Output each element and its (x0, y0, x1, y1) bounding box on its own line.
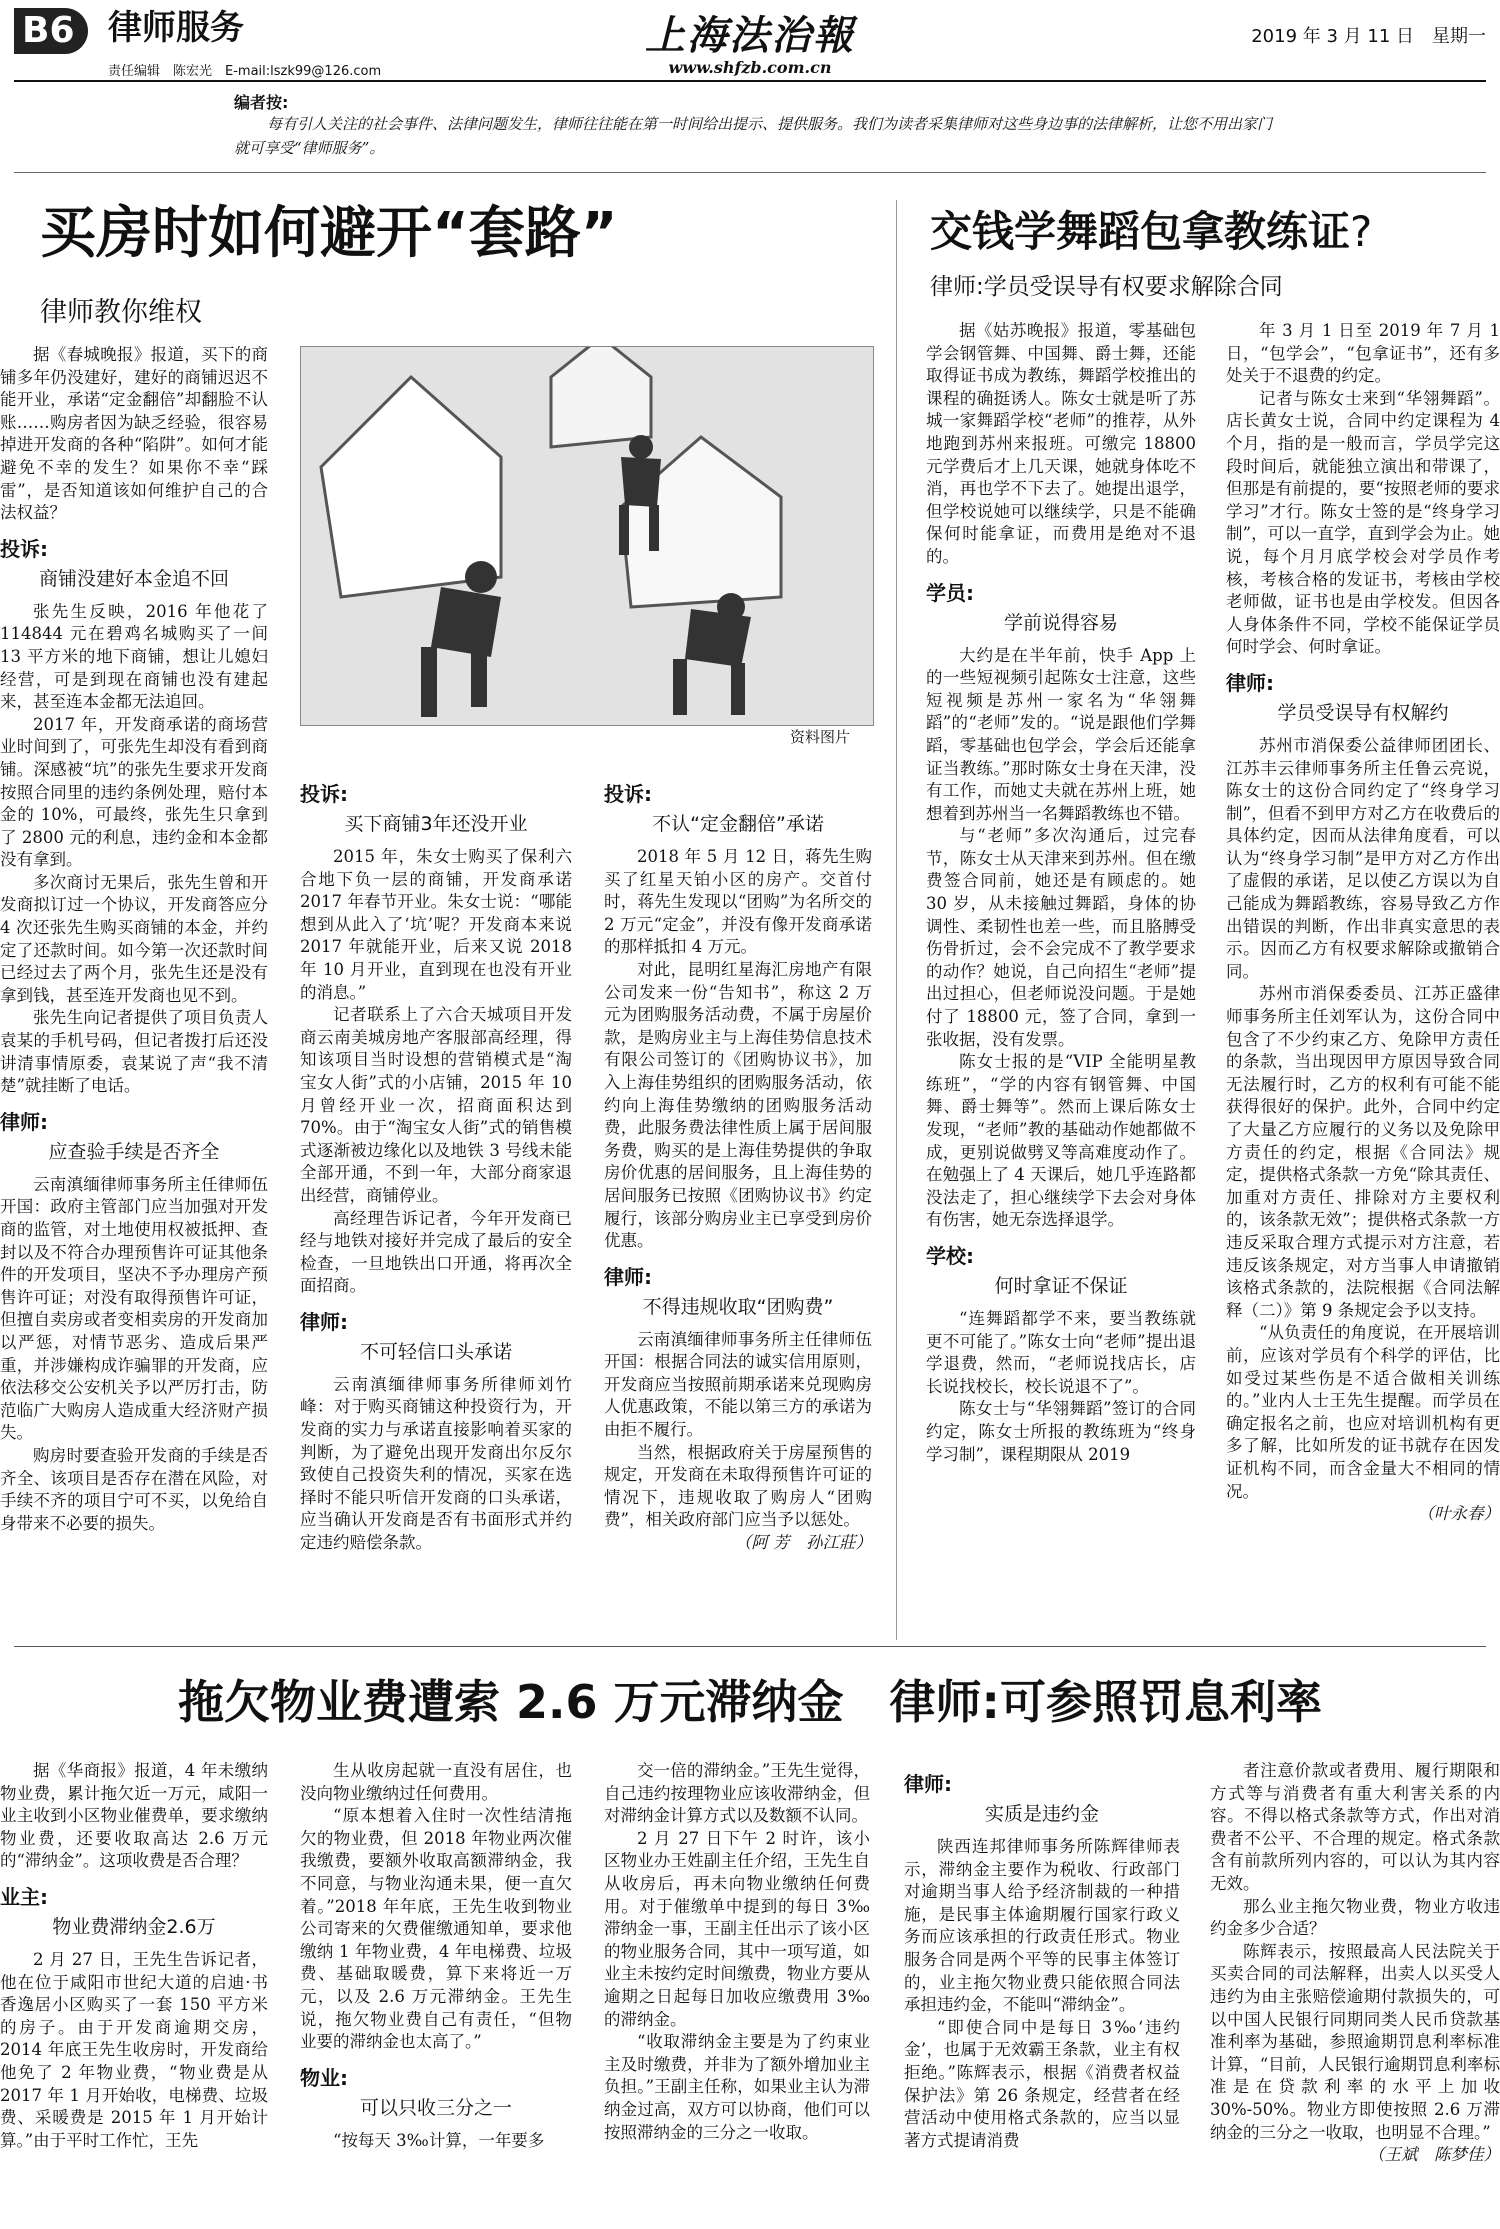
section-label: 律师: (904, 1772, 952, 1796)
paragraph: 交一倍的滞纳金。”王先生觉得，自己违约按理物业应该收滞纳金，但对滞纳金计算方式以及数额不认同。 (604, 1761, 870, 1826)
article2-title-text: 交钱学舞蹈包拿教练证 (930, 207, 1351, 256)
paragraph: 2015 年，朱女士购买了保利六合地下负一层的商铺，开发商承诺 2017 年春节开业。朱女士说：“哪能想到从此入了‘坑’呢？开发商本来说 2017 年就能开业，后来又说 2018 年 10 月开业，直到现在也没有开业的消息。” (300, 847, 572, 1002)
paragraph: “按每天 3‰计算，一年要多 (333, 2130, 545, 2150)
paragraph: 云南滇缅律师事务所主任律师伍开国：政府主管部门应当加强对开发商的监管，对土地使用权被抵押、查封以及不符合办理预售许可证其他条件的开发项目，坚决不予办理房产预售许可证；对没有取得预售许可证，但擅自卖房或者变相卖房的开发商加以严惩，对情节恶劣、造成后果严重，并涉嫌构成诈骗罪的开发商，应依法移交公安机关予以严厉打击，防范临广大购房人造成重大经济财产损失。 (0, 1174, 268, 1443)
section-label: 律师: (0, 1109, 48, 1134)
paragraph: “原本想着入住时一次性结清拖欠的物业费，但 2018 年物业两次催我缴费，要额外收取高额滞纳金，我不同意，与物业沟通未果，便一直欠着。”2018 年年底，王先生收到物业公司寄来的欠费催缴通知单，要求他缴纳 1 年物业费，4 年电梯费、垃圾费、基础取暖费，算下来将近一万元，以及 2.6 万元滞纳金。王先生说，拖欠物业费自己有责任，“但物业要的滞纳金也太高了。” (300, 1806, 572, 2052)
section-label: 业主: (0, 1884, 48, 1909)
paragraph: 购房时要查验开发商的手续是否齐全、该项目是否存在潜在风险，对手续不齐的项目宁可不买，以免给自身带来不必要的损失。 (0, 1445, 268, 1533)
paragraph: 陈女士报的是“VIP 全能明星教练班”，“学的内容有钢管舞、中国舞、爵士舞等”。然而上课后陈女士发现，“老师”教的基础动作她都做不成，更别说做劈叉等高难度动作了。在勉强上了 4 天课后，她几乎连路都没法走了，担心继续学下去会对身体有伤害，她无奈选择退学。 (926, 1052, 1196, 1230)
paragraph: 那么业主拖欠物业费，物业方收违约金多少合适？ (1210, 1896, 1500, 1939)
paragraph: 记者与陈女士来到“华翎舞蹈”。店长黄女士说，合同中约定课程为 4 个月，指的是一般而言，学员学完这段时间后，就能独立演出和带课了，但那是有前提的，要“按照老师的要求学习”才行。陈女士签的是“终身学习制”，可以一直学，直到学会为止。她说，每个月月底学校会对学员作考核，考核合格的发证书，考核由学校老师做，证书也是由学校发。但因各人身体条件不同，学校不能保证学员何时学会、何时拿证。 (1226, 388, 1500, 657)
paragraph: 陈女士与“华翎舞蹈”签订的合同约定，陈女士所报的教练班为“终身学习制”，课程期限从 2019 (926, 1399, 1196, 1464)
paragraph: 生从收房起就一直没有居住，也没向物业缴纳过任何费用。 (300, 1761, 572, 1803)
paragraph: 苏州市消保委公益律师团团长、江苏丰云律师事务所主任鲁云亮说，陈女士的这份合同约定了“终身学习制”，但看不到甲方对乙方在收费后的具体约定，因而从法律角度看，可以认为“终身学习制”是甲方对乙方作出了虚假的承诺，足以使乙方误以为自己能成为舞蹈教练，容易导致乙方作出错误的判断，作出非真实意思的表示。因而乙方有权要求解除或撤销合同。 (1226, 735, 1500, 981)
editor-note-label: 编者按: (234, 93, 289, 112)
column-divider (896, 200, 897, 1640)
section-heading: 实质是违约金 (984, 1803, 1099, 1825)
paragraph: 据《春城晚报》报道，买下的商铺多年仍没建好，建好的商铺迟迟不能开业，承诺“定金翻倍”却翻脸不认账……购房者因为缺乏经验，很容易掉进开发商的各种“陷阱”。如何才能避免不幸的发生？如果你不幸“踩雷”，是否知道该如何维护自己的合法权益？ (0, 345, 268, 523)
section-heading: 不认“定金翻倍”承诺 (652, 813, 824, 835)
paragraph: 陈辉表示，按照最高人民法院关于买卖合同的司法解释，出卖人以买受人违约为由主张赔偿逾期付款损失的，可以中国人民银行同期同类人民币贷款基准利率为基础，参照逾期罚息利率标准计算，“目前，人民银行逾期罚息利率标准是在贷款利率的水平上加收 30%-50%。物业方即使按照 2.6 万滞纳金的三分之一收取，也明显不合理。” (1210, 1941, 1500, 2142)
section-heading: 何时拿证不保证 (994, 1274, 1128, 1297)
section-heading: 应查验手续是否齐全 (48, 1140, 220, 1163)
section-label: 律师: (300, 1309, 348, 1334)
section-title: 律师服务 (108, 8, 244, 48)
section-label: 物业: (300, 2065, 348, 2090)
paragraph: 记者联系上了六合天城项目开发商云南美城房地产客服部高经理，得知该项目当时设想的营销模式是“淘宝女人街”式的小店铺，2015 年 10 月曾经开业一次，招商面积达到 70%。由于“淘宝女人街”式的销售模式逐渐被边缘化以及地铁 3 号线未能全部开通，不到一年，大部分商家退出经营，商铺停业。 (300, 1005, 572, 1205)
paragraph: 据《姑苏晚报》报道，零基础包学会钢管舞、中国舞、爵士舞，还能取得证书成为教练，舞蹈学校推出的课程的确挺诱人。陈女士就是听了苏城一家舞蹈学校“老师”的推荐，从外地跑到苏州来报班。可缴完 18800 元学费后才上几天课，她就身体吃不消，再也学不下去了。她提出退学，但学校说她可以继续学，只是不能确保何时能拿证，而费用是绝对不退的。 (926, 321, 1196, 566)
paper-name-logo: 上海法治報 (645, 12, 855, 59)
paragraph: 者注意价款或者费用、履行期限和方式等与消费者有重大利害关系的内容。不得以格式条款等方式，作出对消费者不公平、不合理的规定。格式条款含有前款所列内容的，可以认为其内容无效。 (1210, 1761, 1500, 1893)
issue-date: 2019 年 3 月 11 日 星期一 (1251, 26, 1486, 47)
paragraph: 2 月 27 日下午 2 时许，该小区物业办王姓副主任介绍，王先生自从收房后，再未向物业缴纳任何费用。对于催缴单中提到的每日 3‰滞纳金一事，王副主任出示了该小区的物业服务合同，其中一项写道，如业主未按约定时间缴费，物业方要从逾期之日起每日加收应缴费用 3‰的滞纳金。 (604, 1828, 870, 2029)
section-heading: 商铺没建好本金追不回 (38, 567, 229, 590)
paragraph: “即使合同中是每日 3‰‘违约金’，也属于无效霸王条款，业主有权拒绝。”陈辉表示，根据《消费者权益保护法》第 26 条规定，经营者在经营活动中使用格式条款的，应当以显著方式提请消费 (904, 2017, 1180, 2150)
article3-column-5 (1210, 1760, 1500, 2229)
section-heading: 学前说得容易 (1003, 611, 1118, 634)
paragraph: 云南滇缅律师事务所律师刘竹峰：对于购买商铺这种投资行为，开发商的实力与承诺直接影响着买家的判断，为了避免出现开发商出尔反尔致使自己投资失利的情况，买家在选择时不能只听信开发商的口头承诺，应当确认开发商是否有书面形式并约定违约赔偿条款。 (300, 1374, 572, 1553)
section-heading: 不得违规收取“团购费” (642, 1295, 834, 1318)
article3-column-4 (904, 1760, 1180, 2229)
article2-column-1 (926, 320, 1196, 1634)
byline: （王斌 陈梦佳） (1368, 2145, 1500, 2165)
section-label: 学校: (926, 1243, 974, 1268)
article1-subtitle: 律师教你维权 (40, 297, 202, 328)
paragraph: 大约是在半年前，快手 App 上的一些短视频引起陈女士注意，这些短视频是苏州一家名为“华翎舞蹈”的“老师”发的。“说是跟他们学舞蹈，零基础也包学会，学会后还能拿证当教练。”那时陈女士身在天津，没有工作，而她丈夫就在苏州上班，她想着到苏州当一名舞蹈教练也不错。 (926, 645, 1196, 823)
page-badge: B6 (14, 8, 88, 54)
article2-title-mark: ? (1350, 207, 1373, 256)
section-label: 学员: (926, 580, 974, 605)
section-heading: 物业费滞纳金2.6万 (52, 1915, 216, 1938)
section-heading: 可以只收三分之一 (359, 2096, 512, 2119)
section-label: 投诉: (300, 782, 348, 806)
paragraph: 当然，根据政府关于房屋预售的规定，开发商在未取得预售许可证的情况下，违规收取了购房人“团购费”，相关政府部门应当予以惩处。 (604, 1442, 872, 1530)
article1-column-3 (604, 770, 872, 1634)
section-label: 投诉: (0, 536, 48, 561)
paragraph: 陕西连邦律师事务所陈辉律师表示，滞纳金主要作为税收、行政部门对逾期当事人给予经济制裁的一种措施，是民事主体逾期履行国家行政义务而应该承担的行政责任形式。物业服务合同是两个平等的民事主体签订的，业主拖欠物业费只能依照合同法承担违约金，不能叫“滞纳金”。 (904, 1837, 1180, 2015)
article1-title: 买房时如何避开“套路” (40, 201, 618, 266)
section-heading: 买下商铺3年还没开业 (344, 813, 528, 835)
article3-title: 拖欠物业费遭索 2.6 万元滞纳金 律师:可参照罚息利率 (178, 1675, 1322, 1729)
paragraph: “从负责任的角度说，在开展培训前，应该对学员有个科学的评估，比如受过某些伤是不适合做相关训练的。”业内人士王先生提醒。而学员在确定报名之前，也应对培训机构有更多了解，比如所发的证书就存在因发证机构不同，而含金量大不相同的情况。 (1226, 1323, 1500, 1501)
article3-column-2 (300, 1760, 572, 2229)
masthead-rule (14, 80, 1486, 82)
byline: （叶永春） (1417, 1504, 1500, 1524)
paragraph: 2017 年，开发商承诺的商场营业时间到了，可张先生却没有看到商铺。深感被“坑”的张先生要求开发商按照合同里的违约条例处理，赔付本金的 10%，可最终，张先生只拿到了 2800 元的利息，违约金和本金都没有拿到。 (0, 714, 268, 870)
paper-url: www.shfzb.com.cn (668, 58, 832, 77)
paragraph: 与“老师”多次沟通后，过完春节，陈女士从天津来到苏州。但在缴费签合同前，她还是有顾虑的。她 30 岁，从未接触过舞蹈，身体的协调性、柔韧性也差一些，而且胳膊受伤骨折过，会不会完成不了教学要求的动作？她说，自己向招生“老师”提出过担心，但老师说没问题。于是她付了 18800 元，签了合同，拿到一张收据，没有发票。 (926, 826, 1196, 1049)
article1-image-caption: 资料图片 (790, 728, 851, 746)
paragraph: 据《华商报》报道，4 年未缴纳物业费，累计拖欠近一万元，咸阳一业主收到小区物业催费单，要求缴纳物业费，还要收取高达 2.6 万元的“滞纳金”。这项收费是否合理？ (0, 1761, 268, 1871)
article1-illustration (300, 346, 874, 726)
byline: （阿 芳 孙江莊） (734, 1533, 872, 1553)
paragraph: “收取滞纳金主要是为了约束业主及时缴费，并非为了额外增加业主负担。”王副主任称，如果业主认为滞纳金过高，双方可以协商，他们可以按照滞纳金的三分之一收取。 (604, 2032, 870, 2142)
paragraph: 高经理告诉记者，今年开发商已经与地铁对接好并完成了最后的安全检查，一旦地铁出口开通，将再次全面招商。 (300, 1208, 572, 1296)
article1-column-1 (0, 344, 268, 1634)
paragraph: 云南滇缅律师事务所主任律师伍开国：根据合同法的诚实信用原则，开发商应当按照前期承诺来兑现购房人优惠政策，不能以第三方的承诺为由拒不履行。 (604, 1329, 872, 1440)
section-label: 投诉: (604, 782, 652, 806)
article2-subtitle: 律师:学员受误导有权要求解除合同 (930, 274, 1283, 300)
article3-column-1 (0, 1760, 268, 2229)
paragraph: 多次商讨无果后，张先生曾和开发商拟订过一个协议，开发商答应分 4 次还张先生购买商铺的本金，并约定了还款时间。如今第一次还款时间已经过去了两个月，张先生还是没有拿到钱，甚至连开发商也见不到。 (0, 872, 268, 1005)
paragraph: 张先生反映，2016 年他花了 114844 元在碧鸡名城购买了一间 13 平方米的地下商铺，想让儿媳妇经营，可是到现在商铺也没有建起来，甚至连本金都无法追回。 (0, 601, 268, 712)
section-label: 律师: (604, 1264, 652, 1289)
article2-title (930, 204, 1372, 260)
section-divider (14, 1646, 1486, 1647)
section-heading: 学员受误导有权解约 (1277, 701, 1449, 724)
article3-column-3 (604, 1760, 870, 2229)
paragraph: 2018 年 5 月 12 日，蒋先生购买了红星天铂小区的房产。交首付时，蒋先生发现以“团购”为名所交的 2 万元“定金”，并没有像开发商承诺的那样抵扣 4 万元。 (604, 847, 872, 957)
paragraph: 对此，昆明红星海汇房地产有限公司发来一份“告知书”，称这 2 万元为团购服务活动费，不属于房屋价款，是购房业主与上海佳势信息技术有限公司签订的《团购协议书》，加入上海佳势组织的团购服务活动，依约向上海佳势缴纳的团购服务活动费，此服务费法律性质上属于居间服务费，购买的是上海佳势提供的争取房价优惠的居间服务，且上海佳势的居间服务已按照《团购协议书》约定履行，该部分购房业主已享受到房价优惠。 (604, 959, 872, 1251)
section-label: 律师: (1226, 670, 1274, 695)
editor-line: 责任编辑 陈宏光 E-mail:lszk99@126.com (108, 64, 382, 79)
paragraph: 2 月 27 日，王先生告诉记者，他在位于咸阳市世纪大道的启迪·书香逸居小区购买了一套 150 平方米的房子。由于开发商逾期交房，2014 年底王先生收房时，开发商给他免了 2 年物业费，“物业费是从 2017 年 1 月开始收，电梯费、垃圾费、采暖费是 2015 年 1 月开始计算。”由于平时工作忙，王先 (0, 1949, 268, 2150)
article2-column-2 (1226, 320, 1500, 1634)
paragraph: 张先生向记者提供了项目负责人袁某的手机号码，但记者拨打后还没讲清事情原委，袁某说了声“我不清楚”就挂断了电话。 (0, 1008, 268, 1096)
paragraph: 苏州市消保委委员、江苏正盛律师事务所主任刘军认为，这份合同中包含了不少约束乙方、免除甲方责任的条款，当出现因甲方原因导致合同无法履行时，乙方的权利有可能不能获得很好的保护。此外，合同中约定了大量乙方应履行的义务以及免除甲方责任的约定，根据《合同法》规定，提供格式条款一方免“除其责任、加重对方责任、排除对方主要权利的，该条款无效”；提供格式条款一方违反采取合理方式提示对方注意，若违反该条规定，对方当事人申请撤销该格式条款的，法院根据《合同法解释（二）》第 9 条规定会予以支持。 (1226, 984, 1500, 1320)
paragraph: 年 3 月 1 日至 2019 年 7 月 1 日，“包学会”，“包拿证书”，还有多处关于不退费的约定。 (1226, 321, 1500, 386)
editor-note-text: 每有引人关注的社会事件、法律问题发生，律师往往能在第一时间给出提示、提供服务。我们为读者采集律师对这些身边事的法律解析，让您不用出家门就可享受“律师服务”。 (234, 115, 1273, 157)
section-heading: 不可轻信口头承诺 (359, 1340, 512, 1363)
paragraph: “连舞蹈都学不来，要当教练就更不可能了。”陈女士向“老师”提出退学退费，然而，“老师说找店长，店长说找校长，校长说退不了”。 (926, 1308, 1196, 1396)
editor-note-rule (14, 172, 1486, 173)
article1-column-2 (300, 770, 572, 1634)
